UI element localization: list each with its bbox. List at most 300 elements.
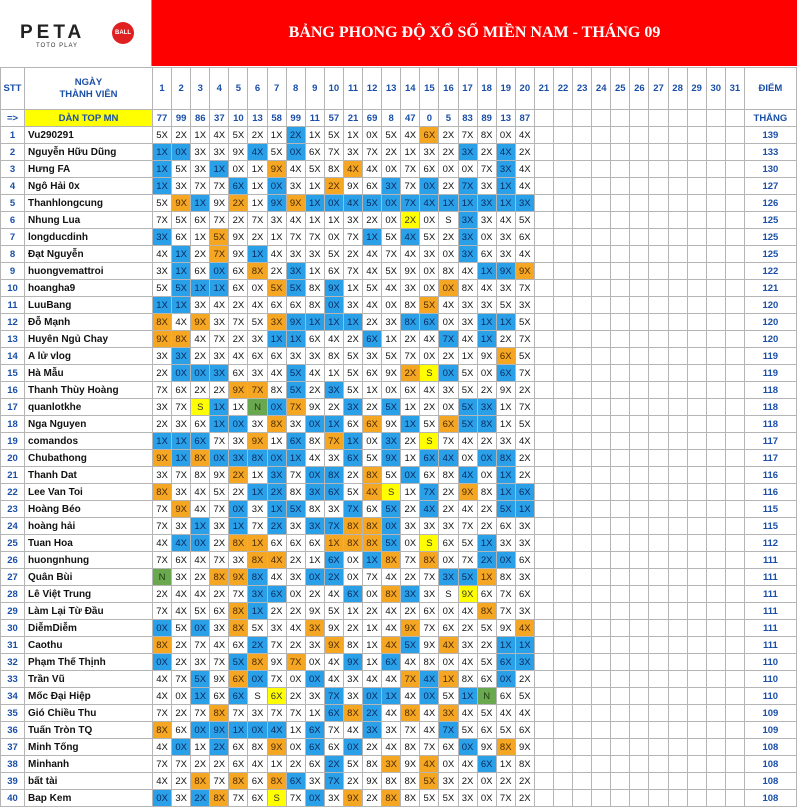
result-cell: N — [477, 688, 496, 705]
member-name: hoangha9 — [25, 280, 153, 297]
result-cell: 8X — [191, 773, 210, 790]
result-cell: 6X — [477, 722, 496, 739]
row-score: 111 — [744, 620, 796, 637]
member-name: DiễmDiễm — [25, 620, 153, 637]
result-cell: 9X — [153, 331, 172, 348]
result-cell: 5X — [420, 297, 439, 314]
result-cell — [706, 603, 725, 620]
result-cell — [573, 637, 592, 654]
row-score: 117 — [744, 450, 796, 467]
row-stt: 20 — [1, 450, 25, 467]
member-name: Nguyễn Hữu Dũng — [25, 144, 153, 161]
result-cell — [649, 246, 668, 263]
result-cell — [573, 314, 592, 331]
result-cell: 8X — [324, 348, 343, 365]
result-cell — [630, 178, 649, 195]
result-cell — [553, 569, 572, 586]
result-cell — [573, 722, 592, 739]
result-cell: 0X — [420, 280, 439, 297]
result-cell — [687, 671, 706, 688]
result-cell: 2X — [496, 331, 515, 348]
day-header: 13 — [382, 68, 401, 110]
result-cell — [668, 773, 687, 790]
result-cell — [573, 365, 592, 382]
result-cell — [668, 552, 687, 569]
result-cell — [725, 450, 744, 467]
result-cell — [649, 501, 668, 518]
result-cell — [706, 535, 725, 552]
result-cell: 8X — [305, 280, 324, 297]
row-score: 118 — [744, 382, 796, 399]
result-cell: 4X — [248, 297, 267, 314]
result-cell: 3X — [229, 433, 248, 450]
result-cell — [611, 450, 630, 467]
result-cell: 9X — [229, 229, 248, 246]
top-number-cell — [534, 110, 553, 127]
logo-subtext: TOTO PLAY — [36, 43, 79, 49]
result-cell: 6X — [191, 263, 210, 280]
result-cell — [725, 229, 744, 246]
result-cell: 0X — [496, 552, 515, 569]
table-row — [1, 161, 797, 178]
result-cell: 1X — [343, 127, 362, 144]
result-cell — [668, 195, 687, 212]
row-score: 125 — [744, 246, 796, 263]
result-cell — [611, 229, 630, 246]
top-number-cell: 77 — [153, 110, 172, 127]
result-cell: 0X — [382, 195, 401, 212]
result-cell: 8X — [401, 705, 420, 722]
page-title: BẢNG PHONG ĐỘ XỔ SỐ MIỀN NAM - THÁNG 09 — [152, 0, 797, 66]
result-cell — [573, 586, 592, 603]
result-cell: 1X — [363, 620, 382, 637]
result-cell: 4X — [439, 637, 458, 654]
row-score: 126 — [744, 195, 796, 212]
result-cell — [706, 484, 725, 501]
row-stt: 10 — [1, 280, 25, 297]
result-cell: 8X — [343, 518, 362, 535]
result-cell: 8X — [153, 314, 172, 331]
result-cell — [706, 280, 725, 297]
result-cell: 2X — [420, 399, 439, 416]
result-cell: 3X — [248, 365, 267, 382]
result-cell — [592, 671, 611, 688]
result-cell — [573, 790, 592, 807]
result-cell: 8X — [477, 484, 496, 501]
result-cell — [649, 195, 668, 212]
result-cell: 0X — [477, 450, 496, 467]
result-cell — [668, 246, 687, 263]
result-cell — [611, 127, 630, 144]
result-cell — [553, 195, 572, 212]
day-header: 28 — [668, 68, 687, 110]
table-row — [1, 229, 797, 246]
day-header: 5 — [229, 68, 248, 110]
result-cell: 0X — [343, 569, 362, 586]
result-cell — [573, 484, 592, 501]
result-cell: 2X — [191, 246, 210, 263]
result-cell: 0X — [439, 246, 458, 263]
result-cell — [725, 314, 744, 331]
result-cell: 0X — [439, 365, 458, 382]
result-cell: 9X — [382, 416, 401, 433]
result-cell: 4X — [248, 756, 267, 773]
result-cell: 4X — [172, 603, 191, 620]
result-cell: 4X — [363, 484, 382, 501]
result-cell — [553, 705, 572, 722]
result-cell — [668, 654, 687, 671]
result-cell — [592, 450, 611, 467]
result-cell: 6X — [286, 433, 305, 450]
result-cell: 0X — [420, 263, 439, 280]
result-cell — [725, 552, 744, 569]
result-cell: 5X — [363, 195, 382, 212]
result-cell: 1X — [343, 433, 362, 450]
result-cell — [687, 331, 706, 348]
result-cell: 1X — [267, 127, 286, 144]
row-stt: 2 — [1, 144, 25, 161]
result-cell — [630, 501, 649, 518]
result-cell: 4X — [515, 178, 534, 195]
result-cell: 7X — [324, 688, 343, 705]
result-cell — [553, 756, 572, 773]
result-cell: 4X — [153, 688, 172, 705]
result-cell: 6X — [248, 790, 267, 807]
result-cell: 2X — [363, 705, 382, 722]
result-cell: 6X — [515, 552, 534, 569]
row-score: 130 — [744, 161, 796, 178]
result-cell — [534, 484, 553, 501]
result-cell — [553, 433, 572, 450]
result-cell — [687, 518, 706, 535]
result-cell: 4X — [267, 569, 286, 586]
row-score: 111 — [744, 637, 796, 654]
result-cell — [534, 314, 553, 331]
result-cell: 9X — [401, 620, 420, 637]
result-cell: 2X — [229, 331, 248, 348]
result-cell: 1X — [305, 314, 324, 331]
result-cell: 4X — [363, 246, 382, 263]
result-cell — [649, 671, 668, 688]
top-number-cell — [573, 110, 592, 127]
result-cell — [611, 348, 630, 365]
result-cell — [630, 246, 649, 263]
result-cell: 1X — [363, 382, 382, 399]
result-cell — [725, 297, 744, 314]
result-cell: 1X — [343, 603, 362, 620]
result-cell: 7X — [515, 280, 534, 297]
result-cell: 6X — [363, 331, 382, 348]
result-cell: 1X — [153, 297, 172, 314]
result-cell: 7X — [515, 365, 534, 382]
result-cell: 9X — [267, 161, 286, 178]
result-cell — [649, 654, 668, 671]
result-cell — [687, 178, 706, 195]
result-cell — [649, 535, 668, 552]
result-cell — [649, 688, 668, 705]
result-cell: 4X — [496, 144, 515, 161]
result-cell — [649, 416, 668, 433]
day-header: 31 — [725, 68, 744, 110]
result-cell — [706, 246, 725, 263]
result-cell — [592, 212, 611, 229]
top-number-cell — [706, 110, 725, 127]
result-cell: 7X — [172, 399, 191, 416]
top-number-cell: 47 — [401, 110, 420, 127]
result-cell — [573, 399, 592, 416]
result-cell — [725, 178, 744, 195]
row-stt: 28 — [1, 586, 25, 603]
result-cell: 8X — [305, 501, 324, 518]
result-cell: 2X — [401, 365, 420, 382]
result-cell — [553, 688, 572, 705]
result-cell: 2X — [267, 518, 286, 535]
result-cell: 9X — [496, 263, 515, 280]
result-cell: 2X — [343, 246, 362, 263]
result-cell: 5X — [515, 348, 534, 365]
result-cell: 5X — [439, 790, 458, 807]
top-number-cell — [630, 110, 649, 127]
result-cell — [611, 467, 630, 484]
row-score: 120 — [744, 297, 796, 314]
result-cell: 8X — [382, 773, 401, 790]
result-cell: 0X — [286, 144, 305, 161]
top-number-cell — [649, 110, 668, 127]
result-cell: 7X — [210, 552, 229, 569]
result-cell: 5X — [248, 620, 267, 637]
result-cell: 7X — [305, 229, 324, 246]
result-cell — [553, 654, 572, 671]
result-cell: 1X — [286, 722, 305, 739]
row-stt: 4 — [1, 178, 25, 195]
result-cell: 3X — [439, 569, 458, 586]
result-cell — [573, 229, 592, 246]
result-cell: 5X — [382, 229, 401, 246]
result-cell: 5X — [496, 297, 515, 314]
result-cell: 2X — [210, 535, 229, 552]
result-cell: 4X — [458, 331, 477, 348]
member-name: Phạm Thế Thịnh — [25, 654, 153, 671]
result-cell: 7X — [210, 773, 229, 790]
result-cell: 7X — [248, 518, 267, 535]
top-number-cell: 69 — [363, 110, 382, 127]
result-cell — [573, 552, 592, 569]
result-cell — [592, 756, 611, 773]
result-cell: 0X — [439, 654, 458, 671]
result-cell: 7X — [267, 637, 286, 654]
result-cell: 8X — [343, 705, 362, 722]
result-cell — [592, 195, 611, 212]
day-header: 29 — [687, 68, 706, 110]
result-cell: 5X — [382, 467, 401, 484]
result-cell — [611, 552, 630, 569]
result-cell — [706, 161, 725, 178]
result-cell: 5X — [382, 127, 401, 144]
result-cell — [592, 739, 611, 756]
day-header: 9 — [305, 68, 324, 110]
result-cell: 1X — [477, 535, 496, 552]
result-cell: S — [439, 212, 458, 229]
result-cell — [592, 790, 611, 807]
result-cell: 2X — [477, 637, 496, 654]
result-cell — [592, 705, 611, 722]
result-cell: 4X — [191, 552, 210, 569]
result-cell: 8X — [439, 467, 458, 484]
result-cell — [687, 756, 706, 773]
result-cell: 8X — [229, 773, 248, 790]
result-cell — [649, 756, 668, 773]
result-cell: 2X — [439, 144, 458, 161]
result-cell — [706, 620, 725, 637]
result-cell: 8X — [248, 263, 267, 280]
result-cell: 3X — [420, 144, 439, 161]
result-cell: 5X — [496, 501, 515, 518]
result-cell — [668, 535, 687, 552]
top-number-cell: 37 — [210, 110, 229, 127]
score-header: ĐIỂM — [744, 68, 796, 110]
result-cell — [534, 637, 553, 654]
result-cell: 4X — [458, 263, 477, 280]
member-name: longducdinh — [25, 229, 153, 246]
result-cell — [668, 467, 687, 484]
result-cell: 8X — [305, 433, 324, 450]
result-cell: 2X — [210, 756, 229, 773]
result-cell: 3X — [401, 280, 420, 297]
result-cell: 3X — [439, 705, 458, 722]
result-cell: 6X — [172, 722, 191, 739]
result-cell: 8X — [496, 569, 515, 586]
result-cell: 2X — [477, 552, 496, 569]
result-cell: 2X — [343, 773, 362, 790]
result-cell: 3X — [515, 654, 534, 671]
result-cell — [534, 144, 553, 161]
member-name: Gió Chiều Thu — [25, 705, 153, 722]
result-cell: 1X — [477, 331, 496, 348]
result-cell — [534, 552, 553, 569]
result-cell: 5X — [515, 688, 534, 705]
result-cell — [668, 586, 687, 603]
result-cell: 3X — [324, 790, 343, 807]
result-cell — [573, 620, 592, 637]
result-cell — [534, 348, 553, 365]
result-cell: 2X — [458, 773, 477, 790]
table-row — [1, 518, 797, 535]
table-row — [1, 620, 797, 637]
result-cell: 4X — [477, 280, 496, 297]
top-numbers-row — [1, 110, 797, 127]
result-cell: 7X — [343, 263, 362, 280]
result-cell — [592, 280, 611, 297]
result-cell: 0X — [305, 467, 324, 484]
result-cell: 3X — [477, 178, 496, 195]
result-cell: 7X — [496, 586, 515, 603]
result-cell: 2X — [286, 603, 305, 620]
result-cell — [592, 637, 611, 654]
result-cell: 1X — [324, 212, 343, 229]
result-cell: 8X — [458, 671, 477, 688]
result-cell: 6X — [229, 739, 248, 756]
result-cell — [687, 450, 706, 467]
result-cell — [630, 365, 649, 382]
result-cell: 2X — [324, 569, 343, 586]
result-cell: 3X — [515, 535, 534, 552]
result-cell: 1X — [267, 501, 286, 518]
result-cell: 7X — [286, 654, 305, 671]
result-cell — [553, 399, 572, 416]
result-cell — [573, 569, 592, 586]
result-cell — [611, 314, 630, 331]
row-stt: 34 — [1, 688, 25, 705]
result-cell: 6X — [496, 348, 515, 365]
result-cell: 3X — [420, 246, 439, 263]
result-cell: 3X — [305, 637, 324, 654]
result-cell: 3X — [229, 450, 248, 467]
result-cell: 6X — [420, 161, 439, 178]
result-cell: 2X — [248, 229, 267, 246]
result-cell — [706, 314, 725, 331]
result-cell — [611, 569, 630, 586]
day-header: 26 — [630, 68, 649, 110]
result-cell — [592, 552, 611, 569]
member-name: Đạt Nguyễn — [25, 246, 153, 263]
result-cell: 5X — [172, 161, 191, 178]
result-cell — [573, 144, 592, 161]
result-cell: 2X — [515, 450, 534, 467]
result-cell: 1X — [496, 637, 515, 654]
result-cell: 3X — [248, 416, 267, 433]
result-cell — [668, 416, 687, 433]
result-cell: 2X — [172, 637, 191, 654]
result-cell: 5X — [324, 127, 343, 144]
result-cell — [611, 178, 630, 195]
result-cell — [592, 331, 611, 348]
member-name: Làm Lại Từ Đầu — [25, 603, 153, 620]
result-cell — [706, 654, 725, 671]
result-cell — [592, 246, 611, 263]
row-stt: 9 — [1, 263, 25, 280]
result-cell: 6X — [439, 620, 458, 637]
result-cell: 8X — [420, 654, 439, 671]
result-cell: 2X — [401, 569, 420, 586]
result-cell: 3X — [286, 246, 305, 263]
result-cell — [630, 484, 649, 501]
result-cell: 4X — [229, 348, 248, 365]
result-cell — [687, 416, 706, 433]
day-header: 23 — [573, 68, 592, 110]
result-cell: 6X — [305, 756, 324, 773]
result-cell: 3X — [191, 144, 210, 161]
top-number-cell — [668, 110, 687, 127]
result-cell — [534, 263, 553, 280]
result-cell — [649, 790, 668, 807]
top-number-cell: 86 — [191, 110, 210, 127]
result-cell: 7X — [210, 212, 229, 229]
row-score: 108 — [744, 790, 796, 807]
result-cell — [668, 348, 687, 365]
top-number-cell: 57 — [324, 110, 343, 127]
result-cell: 8X — [515, 756, 534, 773]
result-cell: 3X — [286, 178, 305, 195]
table-row — [1, 790, 797, 807]
result-cell — [573, 212, 592, 229]
result-cell: 6X — [229, 178, 248, 195]
table-row — [1, 314, 797, 331]
result-cell — [687, 620, 706, 637]
day-header: 21 — [534, 68, 553, 110]
result-cell: 0X — [248, 671, 267, 688]
result-cell: 4X — [420, 195, 439, 212]
result-cell: 9X — [172, 195, 191, 212]
